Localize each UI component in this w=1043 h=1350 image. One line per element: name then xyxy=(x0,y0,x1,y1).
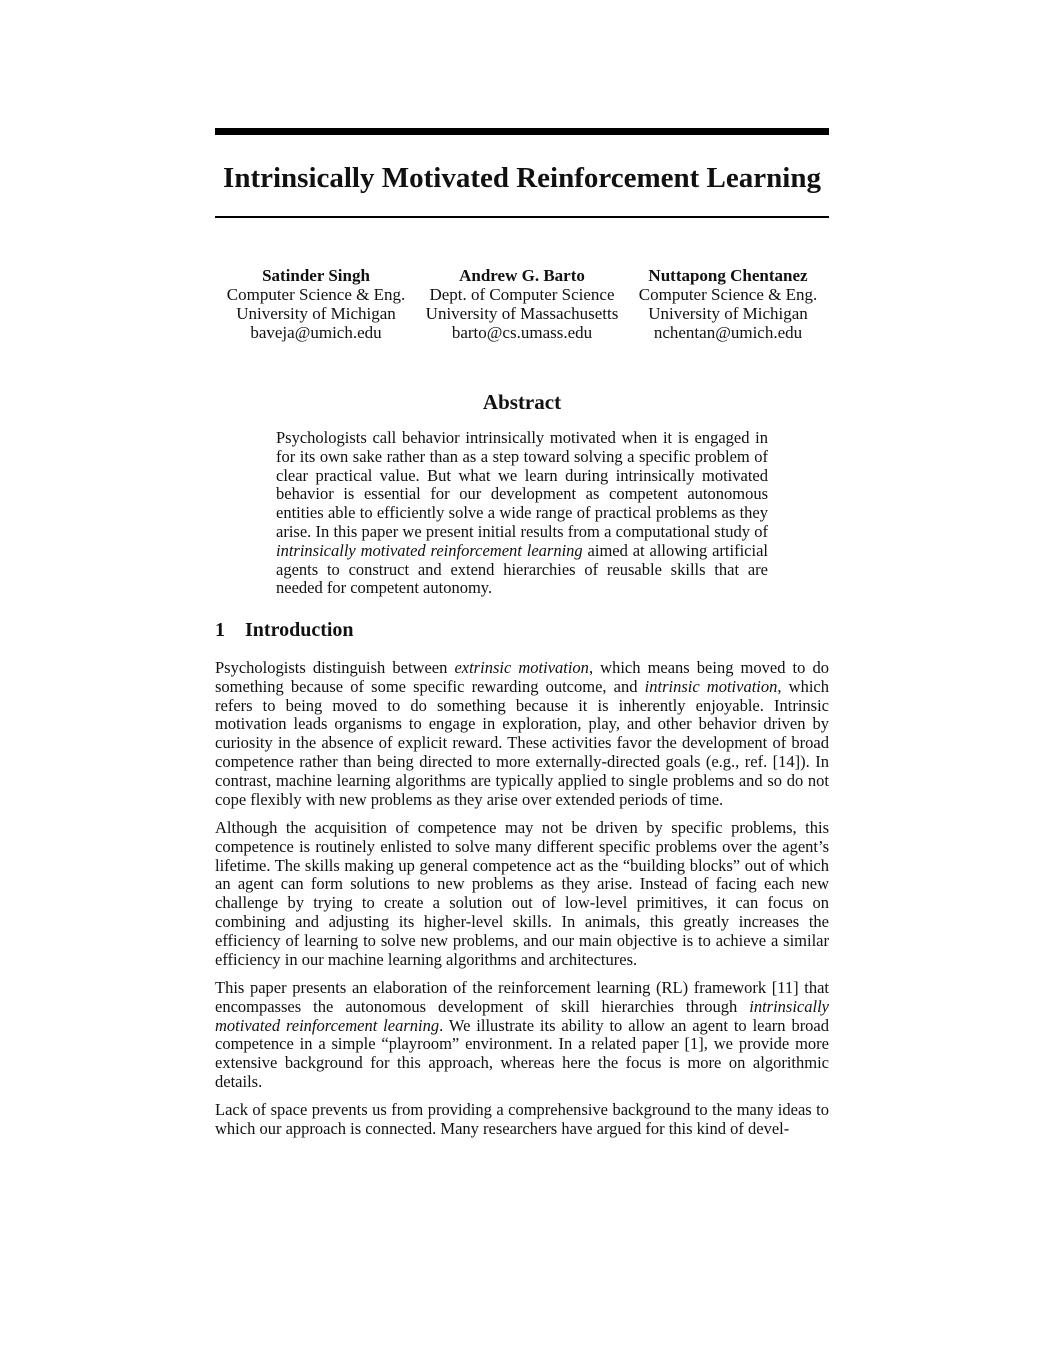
abstract-text-part: aimed at allowing artificial agents to construct and extend hierarchies of reusable skills that are needed for competent autonomy. xyxy=(276,540,768,598)
paragraph-text: , which means being moved to do something because of some specific rewarding outcome, and xyxy=(215,658,829,696)
paragraph-text: , which refers to being moved to do something because it is inherently enjoyable. Intrinsic motivation leads organisms to engage in exploration, play, and other behavior driven by curiosity in the absence of explicit reward. These activities favor the development of broad competence rather than being directed to more externally-directed goals (e.g., ref. [14]). In contrast, machine learning algorithms are typically applied to single problems and so do not cope flexibly with new problems as they arise over extended periods of time. xyxy=(215,676,829,809)
intro-paragraph-2: Although the acquisition of competence may not be driven by specific problems, this competence is routinely enlisted to solve many different specific problems over the agent’s lifetime. The skills making up general competence act as the “building blocks” out of which an agent can form solutions to new problems as they arise. Instead of facing each new challenge by trying to create a solution out of low-level primitives, it can focus on combining and adjusting its higher-level skills. In animals, this greatly increases the efficiency of learning to solve new problems, and our main objective is to achieve a similar efficiency in our machine learning algorithms and architectures. xyxy=(215,818,829,969)
title-top-rule xyxy=(215,128,829,135)
paragraph-emphasis: intrinsic motivation xyxy=(644,676,778,696)
section-title: Introduction xyxy=(245,619,354,641)
paragraph-emphasis: intrinsically motivated reinforcement learning xyxy=(215,996,829,1035)
paragraph-text: . We illustrate its ability to allow an agent to learn broad competence in a simple “playroom” environment. In a related paper [1], we provide more extensive background for this approach, whereas here the focus is more on algorithmic details. xyxy=(215,1015,830,1091)
author-name: Nuttapong Chentanez xyxy=(648,266,808,285)
author-institution: University of Michigan xyxy=(648,304,808,323)
author-name: Andrew G. Barto xyxy=(459,266,585,285)
paragraph-text: Psychologists distinguish between xyxy=(215,658,455,677)
intro-paragraph-1 xyxy=(215,659,829,809)
author-email: nchentan@umich.edu xyxy=(653,323,803,342)
paragraph-emphasis: extrinsic motivation xyxy=(454,658,589,677)
author-name: Satinder Singh xyxy=(262,266,370,285)
author-institution: University of Massachusetts xyxy=(425,304,619,323)
paper-title: Intrinsically Motivated Reinforcement Learning xyxy=(223,162,821,194)
author-block xyxy=(216,266,416,342)
paragraph-text: This paper presents an elaboration of the reinforcement learning (RL) framework [11] that encompasses the autonomous development of skill hierarchies through xyxy=(215,978,829,1016)
author-block xyxy=(628,266,828,342)
author-affiliation: Computer Science & Eng. xyxy=(638,285,818,304)
title-bottom-rule xyxy=(215,216,829,218)
author-affiliation: Dept. of Computer Science xyxy=(429,285,615,304)
intro-paragraph-4: Lack of space prevents us from providing a comprehensive background to the many ideas to which our approach is connected. Many researchers have argued for this kind of devel- xyxy=(215,1100,829,1138)
author-affiliation: Computer Science & Eng. xyxy=(226,285,406,304)
author-institution: University of Michigan xyxy=(236,304,396,323)
intro-paragraph-3 xyxy=(215,979,829,1092)
section-number: 1 xyxy=(215,619,225,641)
section-heading-introduction xyxy=(215,617,829,643)
abstract-heading: Abstract xyxy=(482,390,562,414)
author-block xyxy=(422,266,622,342)
abstract-emphasis: intrinsically motivated reinforcement learning xyxy=(276,540,583,560)
abstract-text xyxy=(276,429,768,598)
author-email: baveja@umich.edu xyxy=(250,323,382,342)
author-email: barto@cs.umass.edu xyxy=(451,323,593,342)
abstract-text-part: Psychologists call behavior intrinsically motivated when it is engaged in for its own sake rather than as a step toward solving a specific problem of clear practical value. But what we learn during intrinsically motivated behavior is essential for our development as competent autonomous entities able to efficiently solve a wide range of practical problems as they arise. In this paper we present initial results from a computational study of xyxy=(276,428,768,541)
